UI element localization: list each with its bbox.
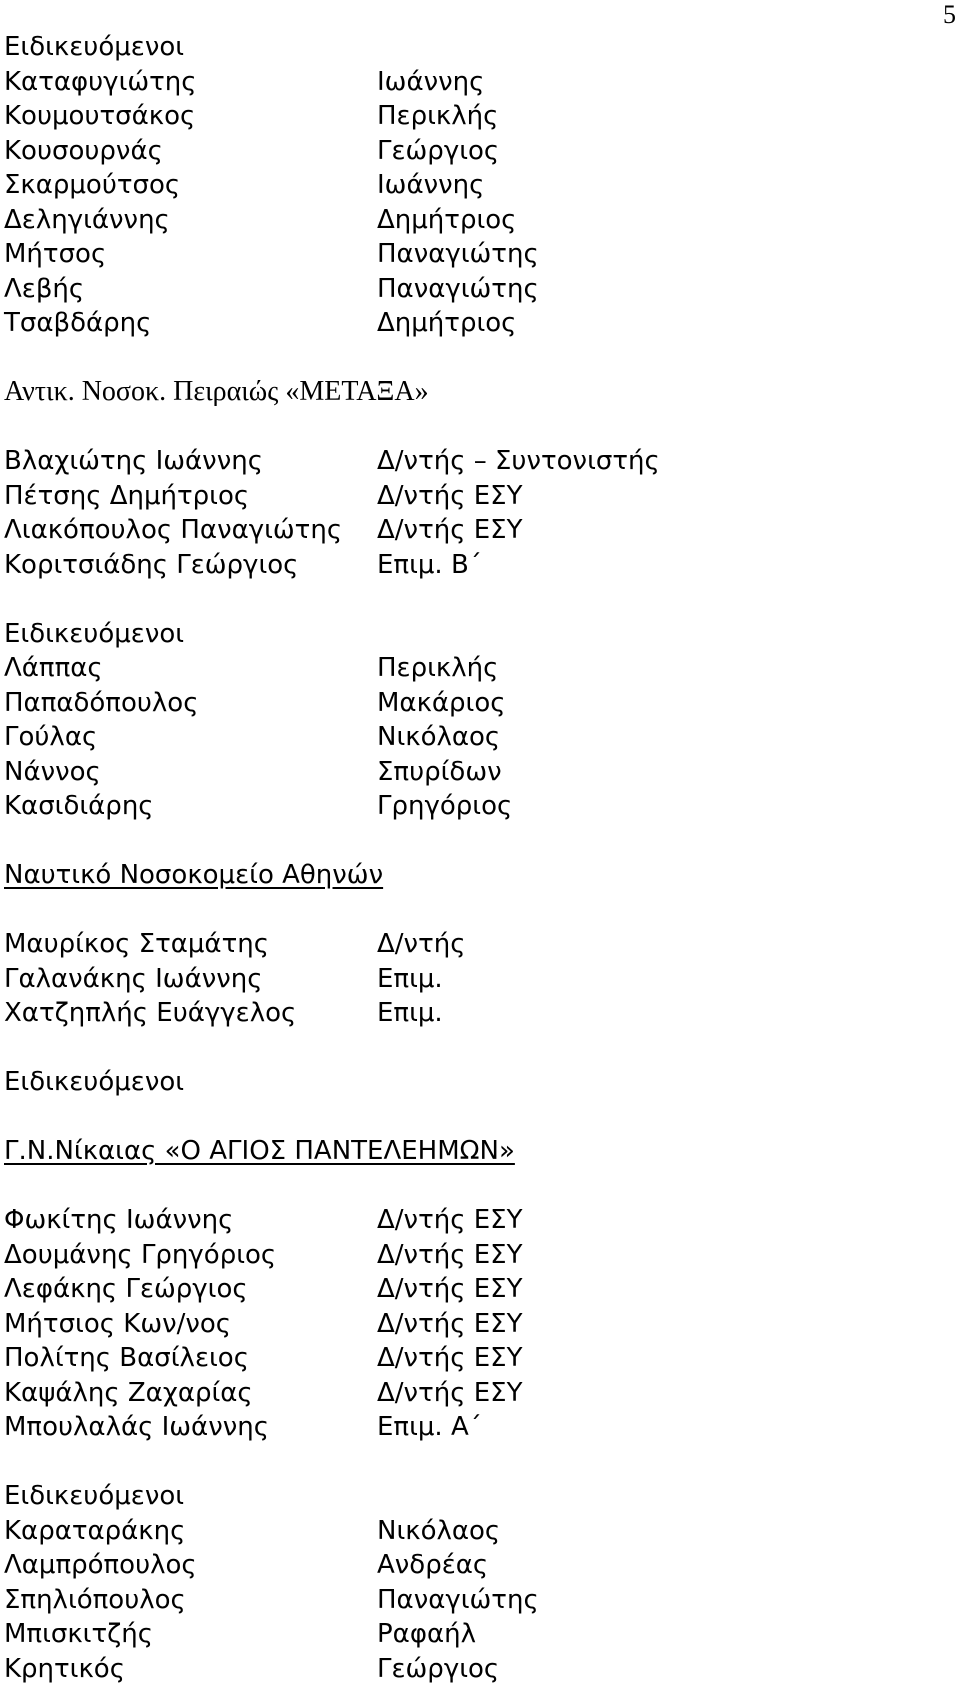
section-subtitle: Ειδικευόμενοι (4, 1067, 185, 1097)
document-body (4, 30, 944, 1686)
list-item: Καραταράκης Νικόλαος (4, 1515, 501, 1546)
spacer (4, 410, 944, 445)
spacer (4, 893, 944, 928)
list-item: Σκαρμούτσος Ιωάννης (4, 170, 485, 200)
list-item: Κουσουρνάς Γεώργιος (4, 135, 500, 166)
list-item: Δεληγιάννης Δημήτριος (4, 204, 517, 235)
section-title-metaxa: Αντικ. Νοσοκ. Πειραιώς «ΜΕΤΑΞΑ» (4, 376, 429, 407)
list-item: Χατζηπλής Ευάγγελος Επιμ. (4, 998, 443, 1028)
spacer (4, 341, 944, 376)
list-item: Σπηλιόπουλος Παναγιώτης (4, 1584, 539, 1615)
list-item: Κουμουτσάκος Περικλής (4, 101, 499, 131)
spacer (4, 1031, 944, 1066)
staff-list (4, 1203, 944, 1445)
spacer (4, 582, 944, 617)
residents-list (4, 651, 944, 824)
section-title-naval: Ναυτικό Νοσοκομείο Αθηνών (4, 860, 384, 890)
list-item: Μήτσιος Κων/νος Δ/ντής ΕΣΥ (4, 1308, 523, 1339)
section-title-nikaia: Γ.Ν.Νίκαιας «Ο ΑΓΙΟΣ ΠΑΝΤΕΛΕΗΜΩΝ» (4, 1136, 515, 1166)
spacer (4, 824, 944, 859)
section-subtitle: Ειδικευόμενοι (4, 32, 185, 62)
list-item: Καψάλης Ζαχαρίας Δ/ντής ΕΣΥ (4, 1377, 523, 1408)
list-item: Παπαδόπουλος Μακάριος (4, 687, 506, 718)
spacer (4, 1445, 944, 1480)
page-number: 5 (943, 0, 956, 29)
list-item: Γαλανάκης Ιωάννης Επιμ. (4, 963, 443, 994)
list-item: Λιακόπουλος Παναγιώτης Δ/ντής ΕΣΥ (4, 515, 523, 545)
list-item: Γούλας Νικόλαος (4, 722, 501, 752)
list-item: Λαμπρόπουλος Ανδρέας (4, 1550, 489, 1580)
list-item: Πέτσης Δημήτριος Δ/ντής ΕΣΥ (4, 480, 523, 511)
residents-list (4, 65, 944, 341)
list-item: Φωκίτης Ιωάννης Δ/ντής ΕΣΥ (4, 1205, 523, 1235)
list-item: Κασιδιάρης Γρηγόριος (4, 791, 513, 821)
list-item: Κρητικός Γεώργιος (4, 1653, 500, 1684)
list-item: Μήτσος Παναγιώτης (4, 239, 539, 269)
list-item: Μπισκιτζής Ραφαήλ (4, 1619, 476, 1649)
residents-list (4, 1514, 944, 1687)
section-subtitle: Ειδικευόμενοι (4, 618, 185, 649)
list-item: Λεφάκης Γεώργιος Δ/ντής ΕΣΥ (4, 1274, 523, 1304)
list-item: Μπουλαλάς Ιωάννης Επιμ. Α΄ (4, 1412, 482, 1442)
list-item: Νάννος Σπυρίδων (4, 756, 502, 787)
staff-list (4, 444, 944, 582)
list-item: Βλαχιώτης Ιωάννης Δ/ντής – Συντονιστής (4, 446, 660, 476)
list-item: Πολίτης Βασίλειος Δ/ντής ΕΣΥ (4, 1343, 523, 1373)
list-item: Καταφυγιώτης Ιωάννης (4, 66, 485, 97)
spacer (4, 1169, 944, 1204)
spacer (4, 1100, 944, 1135)
list-item: Δουμάνης Γρηγόριος Δ/ντής ΕΣΥ (4, 1239, 523, 1270)
list-item: Λεβής Παναγιώτης (4, 273, 539, 304)
list-item: Λάππας Περικλής (4, 653, 499, 683)
list-item: Μαυρίκος Σταμάτης Δ/ντής (4, 929, 466, 959)
list-item: Τσαβδάρης Δημήτριος (4, 308, 517, 338)
list-item: Κοριτσιάδης Γεώργιος Επιμ. Β΄ (4, 549, 482, 580)
staff-list (4, 927, 944, 1031)
section-subtitle: Ειδικευόμενοι (4, 1481, 185, 1511)
